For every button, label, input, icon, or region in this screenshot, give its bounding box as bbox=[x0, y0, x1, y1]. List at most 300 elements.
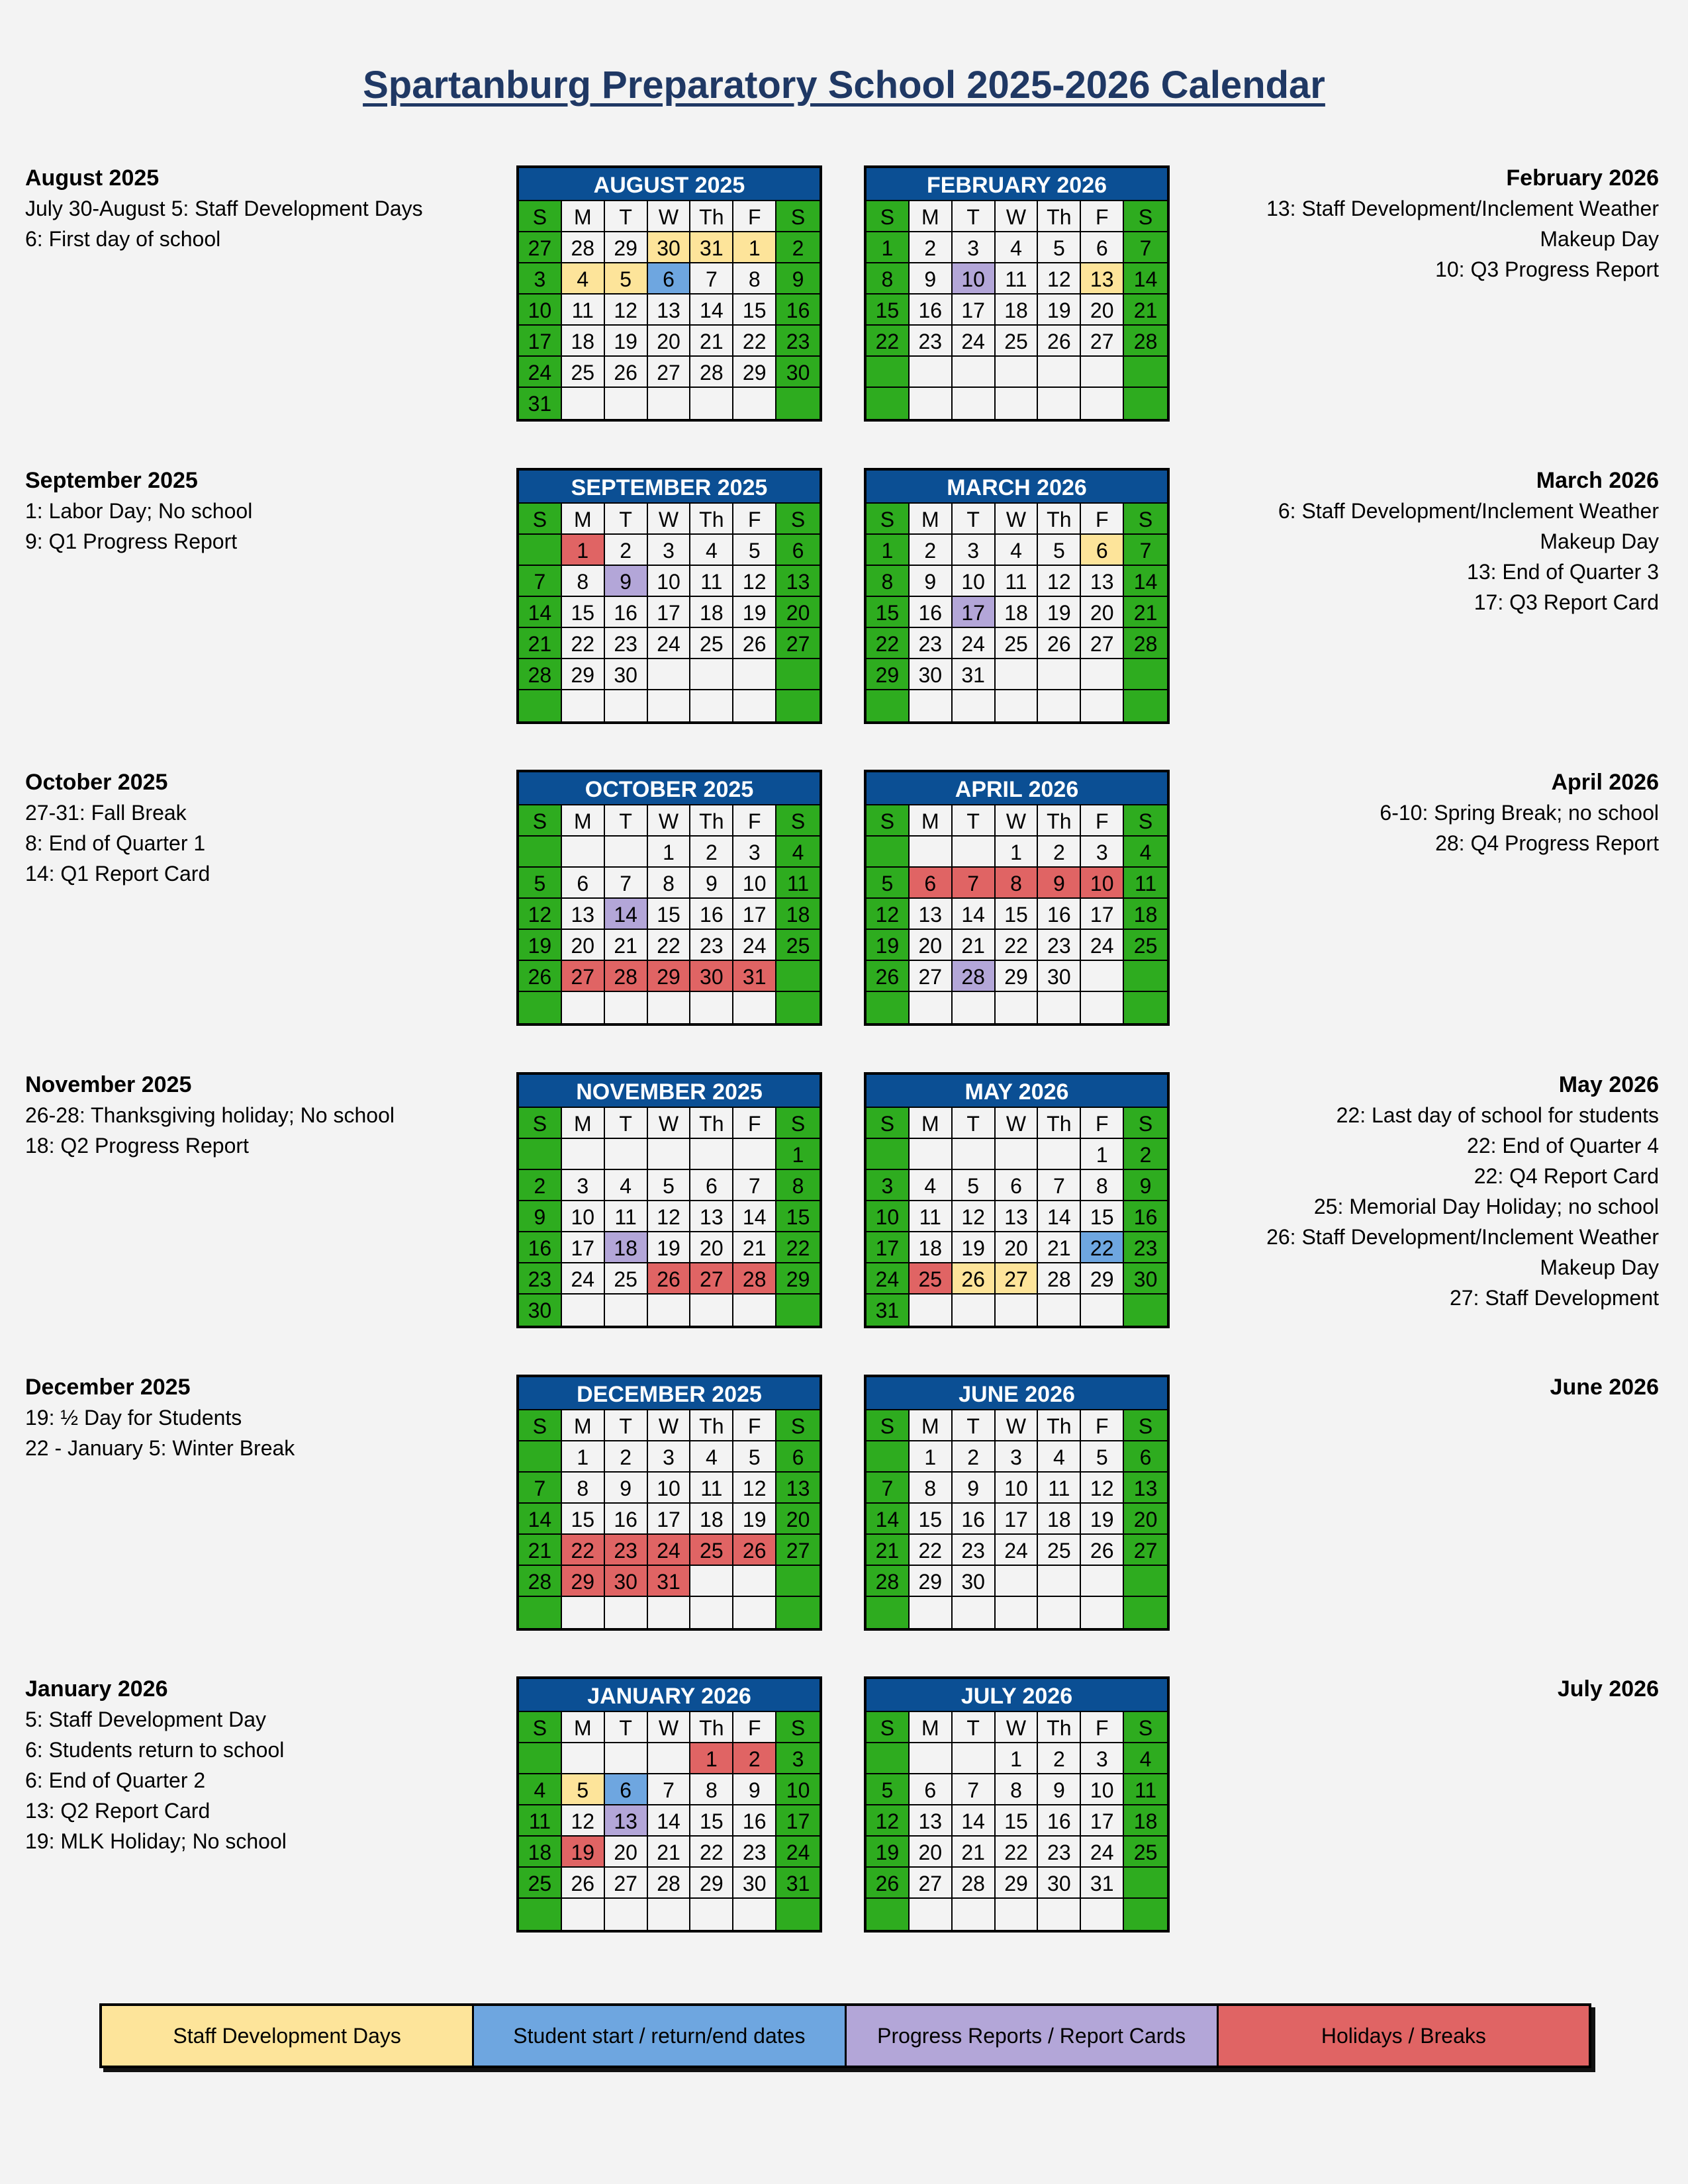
day-cell: 10 bbox=[996, 1473, 1039, 1504]
weekday-header: Th bbox=[690, 1712, 733, 1743]
calendar-title: AUGUST 2025 bbox=[519, 168, 820, 201]
day-cell: 4 bbox=[1124, 837, 1167, 868]
day-cell: 27 bbox=[910, 1868, 953, 1899]
day-cell: 1 bbox=[648, 837, 691, 868]
day-cell: 9 bbox=[605, 566, 648, 597]
day-cell bbox=[519, 535, 562, 566]
day-cell bbox=[605, 388, 648, 419]
note-line: 1: Labor Day; No school bbox=[25, 499, 253, 523]
note-line: 10: Q3 Progress Report bbox=[1435, 257, 1659, 281]
day-cell: 13 bbox=[1081, 566, 1124, 597]
day-cell: 14 bbox=[605, 899, 648, 930]
weekday-header: F bbox=[733, 504, 776, 535]
day-cell: 8 bbox=[648, 868, 691, 899]
day-cell bbox=[996, 659, 1039, 690]
month-calendar bbox=[864, 165, 1170, 422]
day-cell: 23 bbox=[605, 628, 648, 659]
day-cell: 2 bbox=[910, 535, 953, 566]
day-cell: 6 bbox=[605, 1774, 648, 1805]
day-cell: 25 bbox=[1038, 1535, 1081, 1566]
day-cell: 13 bbox=[910, 1805, 953, 1837]
day-cell bbox=[1081, 961, 1124, 992]
day-cell: 8 bbox=[996, 1774, 1039, 1805]
day-cell: 17 bbox=[1081, 899, 1124, 930]
day-cell bbox=[648, 992, 691, 1023]
weekday-header: W bbox=[996, 805, 1039, 837]
day-cell: 26 bbox=[1038, 326, 1081, 357]
day-cell bbox=[605, 690, 648, 721]
day-cell: 28 bbox=[733, 1263, 776, 1295]
day-cell: 30 bbox=[690, 961, 733, 992]
day-cell: 29 bbox=[910, 1566, 953, 1597]
day-cell bbox=[1038, 992, 1081, 1023]
day-cell: 30 bbox=[953, 1566, 996, 1597]
month-calendar bbox=[516, 468, 822, 724]
notes-heading: October 2025 bbox=[25, 770, 168, 795]
day-cell: 22 bbox=[648, 930, 691, 961]
day-cell: 11 bbox=[910, 1201, 953, 1232]
day-cell: 29 bbox=[1081, 1263, 1124, 1295]
weekday-header: S bbox=[776, 1108, 820, 1139]
note-line: 22 - January 5: Winter Break bbox=[25, 1436, 295, 1460]
day-cell: 5 bbox=[953, 1170, 996, 1201]
day-cell: 12 bbox=[1081, 1473, 1124, 1504]
day-cell: 29 bbox=[996, 961, 1039, 992]
weekday-header: W bbox=[648, 1410, 691, 1441]
weekday-header: S bbox=[519, 201, 562, 232]
day-cell: 1 bbox=[996, 837, 1039, 868]
day-cell: 14 bbox=[1124, 566, 1167, 597]
day-cell bbox=[690, 659, 733, 690]
day-cell: 22 bbox=[776, 1232, 820, 1263]
day-cell: 4 bbox=[690, 1441, 733, 1473]
notes-heading: June 2026 bbox=[1550, 1375, 1659, 1400]
weekday-header: F bbox=[1081, 504, 1124, 535]
day-cell bbox=[648, 1597, 691, 1628]
day-cell: 12 bbox=[867, 1805, 910, 1837]
day-cell: 16 bbox=[776, 295, 820, 326]
legend-item: Student start / return/end dates bbox=[474, 2006, 846, 2066]
note-line: 19: MLK Holiday; No school bbox=[25, 1829, 287, 1853]
day-cell: 19 bbox=[1038, 295, 1081, 326]
note-line: 25: Memorial Day Holiday; no school bbox=[1313, 1195, 1659, 1218]
day-cell: 14 bbox=[953, 899, 996, 930]
day-cell: 14 bbox=[953, 1805, 996, 1837]
day-cell: 30 bbox=[733, 1868, 776, 1899]
note-line: 22: Last day of school for students bbox=[1336, 1103, 1659, 1127]
day-cell: 8 bbox=[996, 868, 1039, 899]
day-cell: 15 bbox=[562, 1504, 605, 1535]
day-cell: 14 bbox=[1038, 1201, 1081, 1232]
day-cell: 6 bbox=[910, 1774, 953, 1805]
weekday-header: M bbox=[910, 805, 953, 837]
day-cell: 7 bbox=[1038, 1170, 1081, 1201]
day-cell: 15 bbox=[867, 295, 910, 326]
day-cell: 3 bbox=[648, 1441, 691, 1473]
notes-heading: May 2026 bbox=[1558, 1072, 1659, 1097]
day-cell: 16 bbox=[1038, 1805, 1081, 1837]
weekday-header: S bbox=[776, 504, 820, 535]
day-cell bbox=[910, 837, 953, 868]
day-cell: 26 bbox=[562, 1868, 605, 1899]
day-cell: 11 bbox=[605, 1201, 648, 1232]
day-cell: 1 bbox=[733, 232, 776, 263]
day-cell: 1 bbox=[690, 1743, 733, 1774]
day-cell: 28 bbox=[519, 1566, 562, 1597]
day-cell: 26 bbox=[733, 1535, 776, 1566]
day-cell: 4 bbox=[519, 1774, 562, 1805]
day-cell: 31 bbox=[648, 1566, 691, 1597]
weekday-header: M bbox=[562, 805, 605, 837]
day-cell: 6 bbox=[1081, 232, 1124, 263]
day-cell: 25 bbox=[690, 1535, 733, 1566]
note-line: 6-10: Spring Break; no school bbox=[1380, 801, 1659, 825]
day-cell: 30 bbox=[1038, 1868, 1081, 1899]
day-cell bbox=[648, 1295, 691, 1326]
day-cell bbox=[519, 690, 562, 721]
day-cell bbox=[690, 690, 733, 721]
day-cell: 9 bbox=[1038, 868, 1081, 899]
day-cell: 13 bbox=[690, 1201, 733, 1232]
day-cell: 6 bbox=[648, 263, 691, 295]
weekday-header: F bbox=[1081, 201, 1124, 232]
day-cell bbox=[953, 1899, 996, 1930]
day-cell: 11 bbox=[996, 566, 1039, 597]
day-cell bbox=[733, 690, 776, 721]
note-line: 22: Q4 Report Card bbox=[1474, 1164, 1659, 1188]
day-cell: 10 bbox=[519, 295, 562, 326]
day-cell: 20 bbox=[605, 1837, 648, 1868]
day-cell: 25 bbox=[776, 930, 820, 961]
day-cell: 27 bbox=[605, 1868, 648, 1899]
calendar-title: MAY 2026 bbox=[867, 1075, 1167, 1108]
day-cell: 28 bbox=[605, 961, 648, 992]
day-cell: 14 bbox=[648, 1805, 691, 1837]
day-cell: 21 bbox=[1124, 597, 1167, 628]
day-cell: 19 bbox=[605, 326, 648, 357]
calendar-title: MARCH 2026 bbox=[867, 471, 1167, 504]
day-cell bbox=[1124, 1868, 1167, 1899]
day-cell bbox=[519, 1899, 562, 1930]
day-cell: 27 bbox=[910, 961, 953, 992]
day-cell: 25 bbox=[1124, 930, 1167, 961]
day-cell bbox=[1124, 961, 1167, 992]
day-cell: 8 bbox=[690, 1774, 733, 1805]
day-cell: 7 bbox=[519, 1473, 562, 1504]
day-cell: 20 bbox=[1081, 295, 1124, 326]
day-cell: 5 bbox=[867, 1774, 910, 1805]
right-month-notes bbox=[1182, 163, 1659, 285]
right-month-notes bbox=[1182, 1674, 1659, 1704]
weekday-header: W bbox=[648, 1712, 691, 1743]
day-cell bbox=[1124, 659, 1167, 690]
day-cell bbox=[1038, 357, 1081, 388]
day-cell: 7 bbox=[867, 1473, 910, 1504]
day-cell: 8 bbox=[562, 566, 605, 597]
weekday-header: M bbox=[562, 504, 605, 535]
weekday-header: S bbox=[867, 201, 910, 232]
day-cell bbox=[605, 837, 648, 868]
day-cell: 3 bbox=[1081, 837, 1124, 868]
day-cell bbox=[519, 1597, 562, 1628]
day-cell bbox=[690, 1139, 733, 1170]
day-cell: 4 bbox=[562, 263, 605, 295]
day-cell bbox=[776, 961, 820, 992]
day-cell: 10 bbox=[648, 566, 691, 597]
day-cell: 20 bbox=[648, 326, 691, 357]
day-cell: 28 bbox=[953, 1868, 996, 1899]
day-cell: 9 bbox=[690, 868, 733, 899]
day-cell: 4 bbox=[996, 232, 1039, 263]
day-cell: 4 bbox=[910, 1170, 953, 1201]
day-cell: 2 bbox=[1124, 1139, 1167, 1170]
note-line: 18: Q2 Progress Report bbox=[25, 1134, 249, 1158]
day-cell: 15 bbox=[733, 295, 776, 326]
weekday-header: M bbox=[910, 1410, 953, 1441]
day-cell: 25 bbox=[562, 357, 605, 388]
day-cell: 12 bbox=[867, 899, 910, 930]
day-cell: 3 bbox=[953, 535, 996, 566]
weekday-header: S bbox=[776, 1410, 820, 1441]
day-cell bbox=[1081, 992, 1124, 1023]
day-cell bbox=[1081, 357, 1124, 388]
day-cell bbox=[953, 388, 996, 419]
day-cell: 27 bbox=[648, 357, 691, 388]
day-cell: 1 bbox=[1081, 1139, 1124, 1170]
day-cell: 3 bbox=[996, 1441, 1039, 1473]
page-title: Spartanburg Preparatory School 2025-2026 Calendar bbox=[363, 64, 1325, 107]
notes-heading: July 2026 bbox=[1557, 1676, 1659, 1702]
day-cell bbox=[1038, 1295, 1081, 1326]
day-cell: 3 bbox=[648, 535, 691, 566]
day-cell bbox=[648, 659, 691, 690]
day-cell bbox=[519, 1743, 562, 1774]
day-cell: 28 bbox=[1124, 628, 1167, 659]
day-cell: 5 bbox=[867, 868, 910, 899]
day-cell: 1 bbox=[776, 1139, 820, 1170]
day-cell: 8 bbox=[867, 263, 910, 295]
day-cell: 31 bbox=[953, 659, 996, 690]
day-cell: 4 bbox=[776, 837, 820, 868]
day-cell bbox=[910, 1899, 953, 1930]
weekday-header: Th bbox=[690, 1108, 733, 1139]
calendar-title: SEPTEMBER 2025 bbox=[519, 471, 820, 504]
day-cell: 19 bbox=[733, 597, 776, 628]
day-cell: 14 bbox=[867, 1504, 910, 1535]
day-cell: 9 bbox=[776, 263, 820, 295]
day-cell: 5 bbox=[562, 1774, 605, 1805]
day-cell bbox=[953, 357, 996, 388]
weekday-header: S bbox=[1124, 1108, 1167, 1139]
day-cell: 30 bbox=[1038, 961, 1081, 992]
day-cell: 29 bbox=[562, 1566, 605, 1597]
weekday-header: T bbox=[605, 805, 648, 837]
day-cell: 6 bbox=[996, 1170, 1039, 1201]
day-cell: 18 bbox=[1038, 1504, 1081, 1535]
day-cell: 30 bbox=[910, 659, 953, 690]
day-cell bbox=[690, 1899, 733, 1930]
day-cell: 30 bbox=[1124, 1263, 1167, 1295]
weekday-header: M bbox=[562, 1410, 605, 1441]
day-cell bbox=[562, 1597, 605, 1628]
day-cell: 7 bbox=[953, 1774, 996, 1805]
weekday-header: W bbox=[648, 805, 691, 837]
calendar-title: DECEMBER 2025 bbox=[519, 1377, 820, 1410]
day-cell bbox=[1038, 1566, 1081, 1597]
day-cell bbox=[953, 1295, 996, 1326]
weekday-header: Th bbox=[690, 1410, 733, 1441]
day-cell bbox=[867, 388, 910, 419]
day-cell bbox=[996, 357, 1039, 388]
day-cell: 3 bbox=[733, 837, 776, 868]
day-cell bbox=[996, 1566, 1039, 1597]
right-month-notes bbox=[1182, 1069, 1659, 1313]
day-cell bbox=[562, 837, 605, 868]
day-cell bbox=[910, 1139, 953, 1170]
day-cell: 2 bbox=[953, 1441, 996, 1473]
weekday-header: T bbox=[953, 1712, 996, 1743]
day-cell: 9 bbox=[733, 1774, 776, 1805]
day-cell: 18 bbox=[690, 1504, 733, 1535]
day-cell: 9 bbox=[605, 1473, 648, 1504]
day-cell: 13 bbox=[776, 566, 820, 597]
day-cell: 17 bbox=[733, 899, 776, 930]
day-cell: 25 bbox=[910, 1263, 953, 1295]
day-cell: 27 bbox=[562, 961, 605, 992]
day-cell: 26 bbox=[867, 961, 910, 992]
day-cell: 11 bbox=[690, 1473, 733, 1504]
weekday-header: S bbox=[867, 1712, 910, 1743]
day-cell: 1 bbox=[562, 535, 605, 566]
day-cell bbox=[1081, 690, 1124, 721]
note-line: 17: Q3 Report Card bbox=[1474, 590, 1659, 614]
day-cell bbox=[562, 1295, 605, 1326]
day-cell: 13 bbox=[910, 899, 953, 930]
weekday-header: S bbox=[867, 1108, 910, 1139]
day-cell bbox=[867, 1441, 910, 1473]
right-month-notes bbox=[1182, 465, 1659, 617]
day-cell bbox=[733, 388, 776, 419]
day-cell bbox=[910, 1743, 953, 1774]
day-cell: 7 bbox=[733, 1170, 776, 1201]
day-cell: 24 bbox=[733, 930, 776, 961]
day-cell: 15 bbox=[776, 1201, 820, 1232]
day-cell: 23 bbox=[519, 1263, 562, 1295]
day-cell: 14 bbox=[733, 1201, 776, 1232]
weekday-header: F bbox=[1081, 805, 1124, 837]
day-cell: 27 bbox=[519, 232, 562, 263]
day-cell: 10 bbox=[867, 1201, 910, 1232]
note-line: 19: ½ Day for Students bbox=[25, 1406, 242, 1430]
day-cell: 16 bbox=[605, 597, 648, 628]
day-cell: 11 bbox=[690, 566, 733, 597]
weekday-header: S bbox=[519, 1410, 562, 1441]
day-cell bbox=[996, 1139, 1039, 1170]
weekday-header: M bbox=[910, 201, 953, 232]
day-cell: 9 bbox=[1038, 1774, 1081, 1805]
day-cell: 29 bbox=[776, 1263, 820, 1295]
weekday-header: F bbox=[733, 1712, 776, 1743]
day-cell: 10 bbox=[953, 263, 996, 295]
weekday-header: M bbox=[562, 1712, 605, 1743]
day-cell bbox=[910, 1295, 953, 1326]
day-cell: 23 bbox=[1124, 1232, 1167, 1263]
calendar-title: JANUARY 2026 bbox=[519, 1679, 820, 1712]
day-cell: 10 bbox=[562, 1201, 605, 1232]
day-cell: 27 bbox=[690, 1263, 733, 1295]
day-cell: 12 bbox=[562, 1805, 605, 1837]
day-cell: 6 bbox=[1124, 1441, 1167, 1473]
day-cell: 13 bbox=[562, 899, 605, 930]
day-cell bbox=[733, 992, 776, 1023]
day-cell: 16 bbox=[953, 1504, 996, 1535]
day-cell: 27 bbox=[1081, 628, 1124, 659]
day-cell: 25 bbox=[519, 1868, 562, 1899]
day-cell bbox=[562, 1899, 605, 1930]
day-cell: 17 bbox=[953, 295, 996, 326]
weekday-header: M bbox=[910, 1108, 953, 1139]
weekday-header: M bbox=[562, 201, 605, 232]
day-cell: 16 bbox=[910, 597, 953, 628]
weekday-header: Th bbox=[1038, 805, 1081, 837]
day-cell: 27 bbox=[1081, 326, 1124, 357]
day-cell bbox=[519, 992, 562, 1023]
day-cell: 2 bbox=[1038, 1743, 1081, 1774]
day-cell bbox=[996, 690, 1039, 721]
day-cell: 7 bbox=[1124, 535, 1167, 566]
day-cell: 12 bbox=[953, 1201, 996, 1232]
day-cell: 13 bbox=[996, 1201, 1039, 1232]
day-cell bbox=[1081, 388, 1124, 419]
day-cell: 4 bbox=[690, 535, 733, 566]
day-cell: 28 bbox=[953, 961, 996, 992]
day-cell: 5 bbox=[648, 1170, 691, 1201]
day-cell bbox=[605, 1139, 648, 1170]
note-line: 13: End of Quarter 3 bbox=[1467, 560, 1659, 584]
day-cell: 29 bbox=[605, 232, 648, 263]
calendar-title: NOVEMBER 2025 bbox=[519, 1075, 820, 1108]
day-cell: 12 bbox=[605, 295, 648, 326]
day-cell: 29 bbox=[733, 357, 776, 388]
day-cell bbox=[733, 1566, 776, 1597]
day-cell: 19 bbox=[733, 1504, 776, 1535]
day-cell bbox=[867, 1139, 910, 1170]
day-cell: 21 bbox=[519, 1535, 562, 1566]
weekday-header: S bbox=[1124, 1712, 1167, 1743]
day-cell: 3 bbox=[867, 1170, 910, 1201]
weekday-header: W bbox=[996, 1108, 1039, 1139]
day-cell bbox=[519, 1139, 562, 1170]
day-cell: 12 bbox=[1038, 263, 1081, 295]
day-cell: 17 bbox=[1081, 1805, 1124, 1837]
calendar-title: FEBRUARY 2026 bbox=[867, 168, 1167, 201]
month-calendar bbox=[516, 1072, 822, 1328]
day-cell: 7 bbox=[1124, 232, 1167, 263]
day-cell bbox=[996, 1899, 1039, 1930]
day-cell: 26 bbox=[648, 1263, 691, 1295]
day-cell: 2 bbox=[910, 232, 953, 263]
day-cell bbox=[562, 992, 605, 1023]
day-cell: 28 bbox=[562, 232, 605, 263]
weekday-header: Th bbox=[1038, 1712, 1081, 1743]
day-cell bbox=[776, 1295, 820, 1326]
day-cell: 17 bbox=[562, 1232, 605, 1263]
weekday-header: T bbox=[605, 504, 648, 535]
day-cell: 22 bbox=[562, 1535, 605, 1566]
day-cell: 6 bbox=[776, 535, 820, 566]
day-cell: 5 bbox=[1081, 1441, 1124, 1473]
day-cell bbox=[648, 1743, 691, 1774]
